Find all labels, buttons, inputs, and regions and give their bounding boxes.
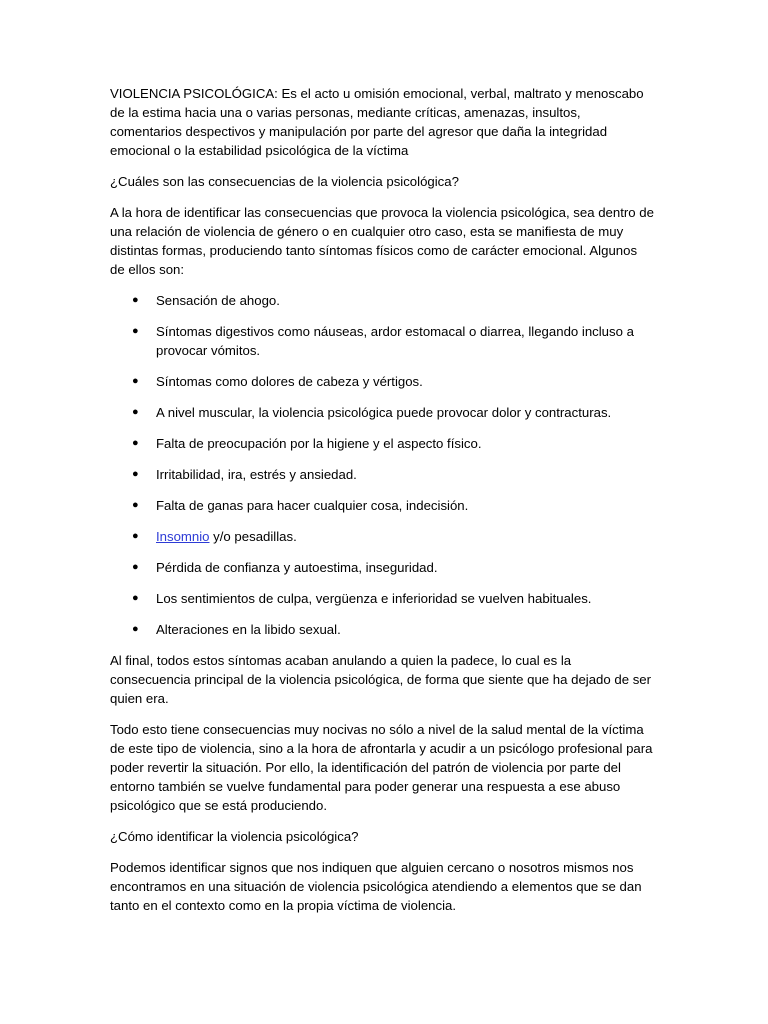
bullet-icon: ● <box>132 437 139 449</box>
list-item <box>110 558 655 577</box>
list-item <box>110 527 655 546</box>
list-item-text: Sensación de ahogo. <box>156 293 280 308</box>
bullet-icon: ● <box>132 294 139 306</box>
bullet-icon: ● <box>132 592 139 604</box>
list-item <box>110 322 655 360</box>
list-item <box>110 496 655 515</box>
list-item-text: Alteraciones en la libido sexual. <box>156 622 341 637</box>
list-item-text: Falta de ganas para hacer cualquier cosa, indecisión. <box>156 498 469 513</box>
intro-paragraph: VIOLENCIA PSICOLÓGICA: Es el acto u omisión emocional, verbal, maltrato y menoscabo de la estima hacia una o varias personas, mediante críticas, amenazas, insultos, comentarios despectivos y manipulación por parte del agresor que daña la integridad emocional o la estabilidad psicológica de la víctima <box>110 86 644 158</box>
bullet-icon: ● <box>132 623 139 635</box>
bullet-icon: ● <box>132 530 139 542</box>
list-item-text: Irritabilidad, ira, estrés y ansiedad. <box>156 467 357 482</box>
question-consequences: ¿Cuáles son las consecuencias de la violencia psicológica? <box>110 174 459 189</box>
list-item <box>110 434 655 453</box>
question-identify: ¿Cómo identificar la violencia psicológica? <box>110 829 359 844</box>
list-item <box>110 372 655 391</box>
list-item <box>110 291 655 310</box>
list-item-text: y/o pesadillas. <box>209 529 297 544</box>
list-item-text: Los sentimientos de culpa, vergüenza e inferioridad se vuelven habituales. <box>156 591 592 606</box>
list-item-text: A nivel muscular, la violencia psicológica puede provocar dolor y contracturas. <box>156 405 612 420</box>
bullet-icon: ● <box>132 375 139 387</box>
consequences-paragraph: A la hora de identificar las consecuencias que provoca la violencia psicológica, sea dentro de una relación de violencia de género o en cualquier otro caso, esta se manifiesta de muy distintas formas, produciendo tanto síntomas físicos como de carácter emocional. Algunos de ellos son: <box>110 205 654 277</box>
symptoms-list <box>110 291 655 639</box>
bullet-icon: ● <box>132 499 139 511</box>
insomnio-link[interactable]: Insomnio <box>156 529 210 544</box>
bullet-icon: ● <box>132 468 139 480</box>
bullet-icon: ● <box>132 325 139 337</box>
document-body <box>110 84 655 927</box>
list-item-text: Pérdida de confianza y autoestima, inseguridad. <box>156 560 438 575</box>
list-item-text: Síntomas digestivos como náuseas, ardor estomacal o diarrea, llegando incluso a provocar vómitos. <box>156 324 634 358</box>
consequences-detail-paragraph: Todo esto tiene consecuencias muy nocivas no sólo a nivel de la salud mental de la víctima de este tipo de violencia, sino a la hora de afrontarla y acudir a un psicólogo profesional para poder revertir la situación. Por ello, la identificación del patrón de violencia por parte del entorno también se vuelve fundamental para poder generar una respuesta a ese abuso psicológico que se está produciendo. <box>110 722 653 813</box>
list-item <box>110 403 655 422</box>
final-paragraph: Al final, todos estos síntomas acaban anulando a quien la padece, lo cual es la consecuencia principal de la violencia psicológica, de forma que siente que ha dejado de ser quien era. <box>110 653 652 706</box>
bullet-icon: ● <box>132 561 139 573</box>
list-item <box>110 589 655 608</box>
identify-paragraph: Podemos identificar signos que nos indiquen que alguien cercano o nosotros mismos nos encontramos en una situación de violencia psicológica atendiendo a elementos que se dan tanto en el contexto como en la propia víctima de violencia. <box>110 860 642 913</box>
bullet-icon: ● <box>132 406 139 418</box>
list-item-text: Falta de preocupación por la higiene y el aspecto físico. <box>156 436 482 451</box>
list-item-text: Síntomas como dolores de cabeza y vértigos. <box>156 374 423 389</box>
list-item <box>110 620 655 639</box>
list-item <box>110 465 655 484</box>
